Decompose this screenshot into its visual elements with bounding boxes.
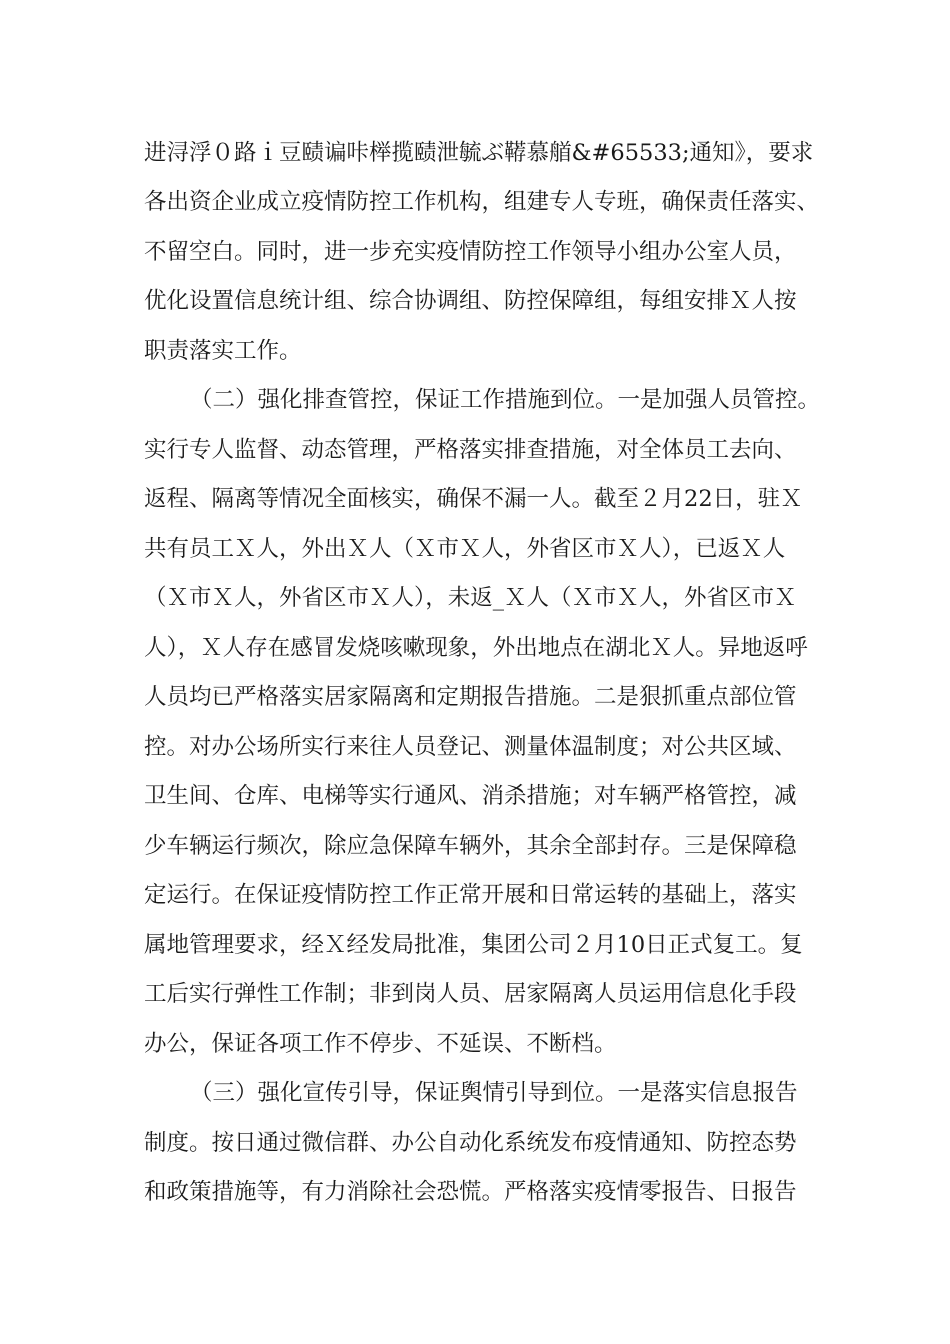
text-line: 共有员工Ｘ人，外出Ｘ人（Ｘ市Ｘ人，外省区市Ｘ人），已返Ｘ人 bbox=[144, 536, 786, 562]
section-heading-line: （二）强化排查管控，保证工作措施到位。一是加强人员管控。 bbox=[190, 387, 821, 413]
text-line: 人），Ｘ人存在感冒发烧咳嗽现象，外出地点在湖北Ｘ人。异地返呼 bbox=[144, 635, 808, 661]
text-line: （Ｘ市Ｘ人，外省区市Ｘ人），未返_Ｘ人（Ｘ市Ｘ人，外省区市Ｘ bbox=[144, 585, 797, 611]
text-line: 进浔浮０路ｉ豆赜谝咔榉揽赜泄毓ぶ鞯慕艏&#65533;通知》，要求 bbox=[144, 140, 814, 166]
text-line: 卫生间、仓库、电梯等实行通风、消杀措施；对车辆严格管控，减 bbox=[144, 783, 797, 809]
text-line: 各出资企业成立疫情防控工作机构，组建专人专班，确保责任落实、 bbox=[144, 189, 820, 215]
text-line: 控。对办公场所实行来往人员登记、测量体温制度；对公共区域、 bbox=[144, 734, 797, 760]
text-line: 返程、隔离等情况全面核实，确保不漏一人。截至２月22日，驻Ｘ bbox=[144, 486, 803, 512]
text-line: 优化设置信息统计组、综合协调组、防控保障组，每组安排Ｘ人按 bbox=[144, 288, 797, 314]
text-line: 办公，保证各项工作不停步、不延误、不断档。 bbox=[144, 1031, 617, 1057]
text-line: 少车辆运行频次，除应急保障车辆外，其余全部封存。三是保障稳 bbox=[144, 833, 797, 859]
text-line: 不留空白。同时，进一步充实疫情防控工作领导小组办公室人员， bbox=[144, 239, 797, 265]
text-line: 工后实行弹性工作制；非到岗人员、居家隔离人员运用信息化手段 bbox=[144, 981, 797, 1007]
section-heading-line: （三）强化宣传引导，保证舆情引导到位。一是落实信息报告 bbox=[190, 1080, 798, 1106]
text-line: 实行专人监督、动态管理，严格落实排查措施，对全体员工去向、 bbox=[144, 437, 797, 463]
text-line: 属地管理要求，经Ｘ经发局批准，集团公司２月10日正式复工。复 bbox=[144, 932, 803, 958]
text-line: 制度。按日通过微信群、办公自动化系统发布疫情通知、防控态势 bbox=[144, 1130, 797, 1156]
text-line: 定运行。在保证疫情防控工作正常开展和日常运转的基础上，落实 bbox=[144, 882, 797, 908]
text-line: 人员均已严格落实居家隔离和定期报告措施。二是狠抓重点部位管 bbox=[144, 684, 797, 710]
text-line: 职责落实工作。 bbox=[144, 338, 302, 364]
text-line: 和政策措施等，有力消除社会恐慌。严格落实疫情零报告、日报告 bbox=[144, 1179, 797, 1205]
